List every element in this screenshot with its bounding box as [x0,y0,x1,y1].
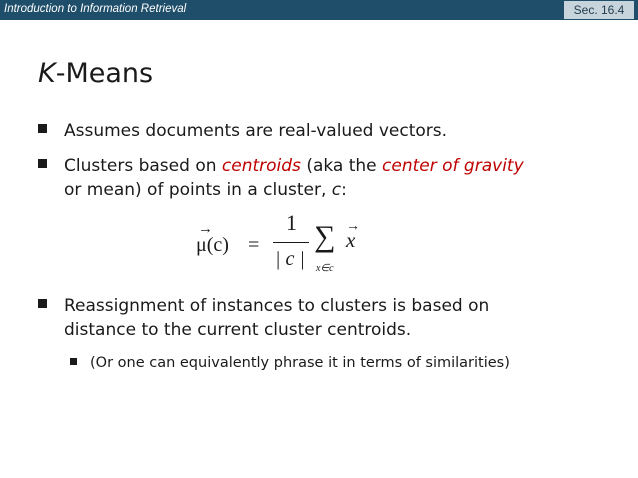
centroid-formula [196,208,396,280]
bullet-3-line-2: distance to the current cluster centroids. [64,320,412,340]
title-rest: -Means [55,58,154,89]
sum-symbol: ∑ [314,220,336,253]
formula-equals: = [248,234,260,256]
bullet-4 [90,352,638,374]
bullet-3 [64,294,624,342]
square-bullet-icon [38,299,47,308]
term-centroids: centroids [221,156,301,176]
header-bar [0,0,638,20]
bullet-2-pre: Clusters based on [64,156,222,176]
bullet-2 [64,154,624,202]
bullet-1-text: Assumes documents are real-valued vectors. [64,121,448,141]
square-bullet-icon [70,358,77,365]
square-bullet-icon [38,124,47,133]
formula-numerator: 1 [286,210,297,235]
vector-arrow-mu: → [198,221,213,237]
square-bullet-icon [38,159,47,168]
bullet-3-line-1: Reassignment of instances to clusters is based on [64,296,490,316]
bullet-2-line-2 [64,178,624,202]
slide-title [38,58,153,94]
course-title: Introduction to Information Retrieval [4,3,187,15]
bullet-4-text: (Or one can equivalently phrase it in terms of similarities) [90,355,510,371]
term-center-of-gravity: center of gravity [382,156,524,176]
bullet-2-mid: (aka the [300,156,383,176]
section-badge: Sec. 16.4 [564,1,634,19]
fraction-bar [273,242,309,243]
vector-arrow-x: → [346,219,360,234]
sum-subscript: x∈c [316,263,334,274]
bullet-2-line-1 [64,154,624,178]
bullet-2-line2-pre: or mean) of points in a cluster, [64,180,332,200]
formula-summand: x [346,228,356,252]
formula-denominator: | c | [275,248,305,270]
bullet-1 [64,119,624,143]
cluster-variable: c [331,180,342,200]
bullet-2-end: : [341,180,347,200]
formula-lhs: μ(c) [196,234,229,256]
title-italic: K [38,58,56,89]
